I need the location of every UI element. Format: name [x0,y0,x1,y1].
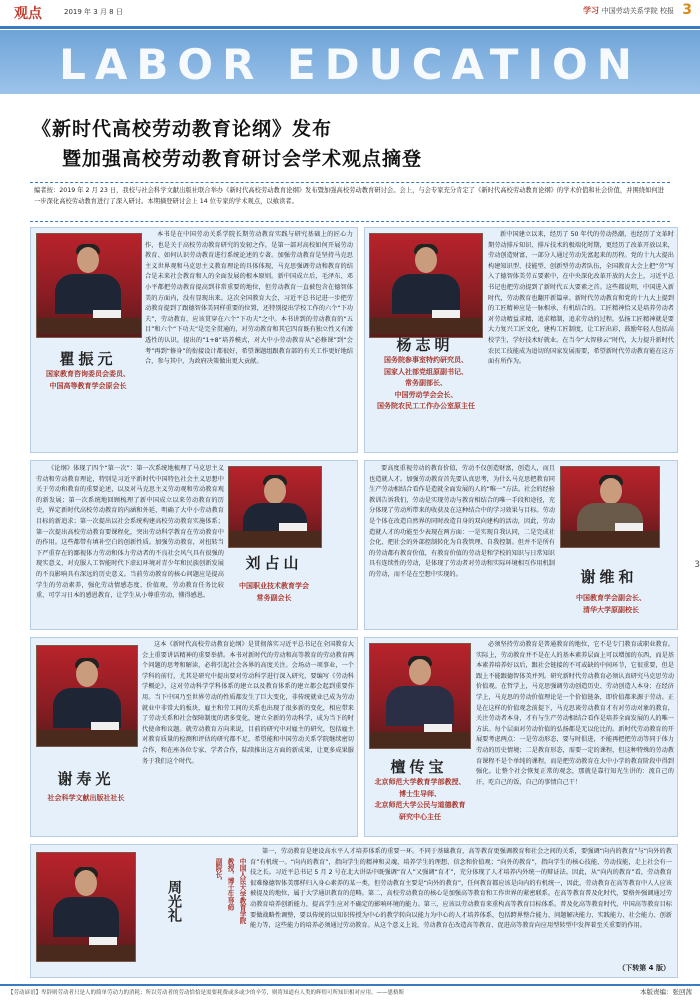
expert-role-liu: 中国职业技术教育学会 常务副会长 [239,581,309,602]
expert-name-qu: 瞿振元 [59,350,117,368]
section-title: 观点 [14,6,42,22]
logo-subtitle: 中国劳动关系学院 校报 [601,7,674,15]
expert-text-xie-shouguang: 这本《新时代高校劳动教育论纲》是贯彻落实习近平总书记在全国教育大会上重要讲话精神的重要举措。本书对新时代的劳动和高等教育的劳动教育两个问题的思考和解读，必将引起社会各界的高度关注。会场动一项事业，一个学科的前行，尤其是研究中提出要对劳动科学进行深入研究，要编写《劳动科学概论》，这对劳动科学学科体系的建立以及教育体系的建立都会起到重要作用。当下中国乃至世界劳动的性质都发生了巨大变化，非传统就业已成为劳动就业中非常大的板块，雇主和劳工间的关系也出现了很多新的变化，相应带来了劳动关系和社会保障制度的诸多变化，建立全新的劳动科学，成为当下的时代使命和议题。就劳动教育方向来说，目前的研究中对雇主的研究，包括雇主对教育质量的检测和评估的研究都不足，希望能和中国劳动关系学院继续密切合作，和在座各位专家、学者合作，陆续推出这方面的新成果，让更多成果服务于我们这个时代。 [142,641,354,765]
page-number: 3 [682,2,692,18]
expert-photo-xie-weihe [560,466,660,548]
editor-note: 编者按：2019 年 2 月 23 日，我校与社会科学文献出版社联合举办《新时代高校劳动教育论纲》发布暨加强高校劳动教育研讨会。会上，与会专家充分肯定了《新时代高校劳动教育论纲》的学术价值和社会价值，并围绕如何进一步深化高校劳动教育进行了深入研讨。本期摘登研讨会上 14 位专家的学术观点，以飨读者。 [30,182,670,222]
expert-role-xie-weihe: 中国教育学会副会长、 清华大学原副校长 [576,593,646,614]
expert-photo-zhou [36,852,136,962]
expert-photo-tan [369,643,471,749]
expert-name-liu: 刘占山 [245,554,303,572]
expert-text-tan: 必须坚持劳动教育是普通教育的地位，它不是专门教育或职业教育。实际上，劳动教育并不是在人的基本素养层面上可以增加的东西，而是基本素养培养好以后，跟社会链接的不可或缺的中间环节，它很重要，但是跟上不能跟德智体美并列。研究新时代劳动教育必须认真研究马克思劳动价值观。在哲学上，马克思强调劳动创造历史、劳动创造人本身；在经济学上，马克思的劳动价值理论是一个价值链条，即价值都来源于劳动。正是在这样的价值观念前提下，马克思谈劳动教育才有对劳动对象的教育，关注劳动者本身，才有与生产劳动相结合看作是培养全面发展的人的唯一方法。每个层面对劳动价值的弘扬都是无以伦比的。新时代劳动教育的开展要考虑两点：一是劳动形态，要与时俱进，不能再把把劳动等同于体力劳动的历史情境；二是教育形态，需要一定的课程，但这种特殊的劳动教育课程不是个单纯的课程，而是把劳动教育在大中小学的教育阶段中得到强化。让整个社会恢复正常的观念，那就是靠行知光生讲的：流自己的汗，吃自己的饭，自己的事情自己干！ [476,641,674,786]
expert-role-qu: 国家教育咨询委员会委员、 中国高等教育学会原会长 [46,369,130,390]
continued-note: （下转第 4 版） [618,964,670,972]
expert-role-tan: 北京师范大学教育学部教授、 博士生导师、 北京师范大学公民与道德教育 研究中心主任 [374,777,466,821]
logo-text: 学习 [582,6,599,15]
expert-text-liu: 《论纲》体现了四个“第一次”：第一次系统地梳理了马克思主义劳动和劳动教育理论，特别是习近平新时代中国特色社会主义思想中关于劳动和教育的重要论述，以及对马克思主义劳动观和劳动教育观的新发展；第一次系统地回顾梳理了新中国成立以来劳动教育的历史，界定新时代高校劳动教育的内涵和外延，明确了大中小劳动教育目标的新追求；第一次提出以社会系统构建高校劳动教育实施体系；第一次提出高校劳动教育要课程化，突出劳动科学教育在劳动教育中的作用。这些都带有填补空白的创新性质。加强劳动教育，对扭转当下严重存在的鄙视体力劳动和体力劳动者的不良社会风气具有很强的现实意义，对克服人工智能时代下虚幻环境对青少年和民族创新发展的不良影响具有深远的历史意义。当前劳动教育的核心问题应是提高学生的劳动素养，强化劳动情感态度、价值观，劳动教育任务比较重，可学习日本的感恩教育，让学生从小尊重劳动，懂得感恩。 [36,465,224,600]
issue-date: 2019 年 3 月 8 日 [64,8,123,16]
expert-name-tan: 檀传宝 [390,758,448,776]
headline-line-1: 《新时代高校劳动教育论纲》发布 [32,118,333,140]
side-page-mark: 3 [694,560,700,570]
expert-photo-xie-shouguang [36,645,138,747]
headline-line-2: 暨加强高校劳动教育研讨会学术观点摘登 [62,148,423,170]
footer-editor: 本版责编：张回茜 [640,988,692,996]
expert-name-xie-weihe: 谢维和 [580,568,638,586]
banner-title: LABOR EDUCATION [59,40,641,89]
expert-name-zhou: 周光礼 [166,880,182,922]
expert-photo-liu [228,466,322,548]
footer-proverb: 【劳动谚语】卑辞则劳动者只是人的简单劳动力的消耗；所以劳动者的劳动恰恰是需要耗费或多或少的辛劳，则将知道有人类的辉煌可所知识相对应用。——恩格斯 [8,990,405,996]
expert-role-xie-shouguang: 社会科学文献出版社社长 [47,793,125,802]
expert-role-zhou: 中国人民大学教育学院 教授，博士生导师 副院长， [214,858,246,924]
expert-photo-qu [36,233,142,338]
expert-name-xie-shouguang: 谢寿光 [57,770,115,788]
expert-name-yang: 杨志明 [396,336,454,354]
expert-photo-yang [369,233,483,338]
expert-text-zhou: 第一，劳动教育是建设高水平人才培养体系的重要一环。不同于基础教育，高等教育更强调教育和社会之间的关系，要强调“向内的教育”与“向外的教育”有机统一。“向内的教育”，指向学生的精神和灵魂，培养学生的理想、信念和价值观；“向外的教育”，指向学生的核心技能、劳动技能，走上社会有一技之长。习近平总书记 5 月 2 号在北大讲话中既强调“育人”又强调“育才”，充分体现了人才培养内外统一的辩证法。因此，从“向内的教育”看，劳动教育很难像德智体美那样归入身心素养的某一类，但劳动教育主要是“向外的教育”，任何教育都应该是向内的有机统一，因此，劳动教育在高等教育中人人应该被提及的地位，属于大学通识教育的范畴。第二，高校劳动教育的核心是加强高等教育和工作世界的紧密联系。在高等教育普及化时代，要格外强调通过劳动教育培养创新能力，提高学生应对不确定的影响环境的能力。第三，应该以劳动教育来重构高等教育目标体系。普及化高等教育时代，中国高等教育目标要做战略性调整，要以传统的以知识传授为中心的教学转向以能力为中心的人才培养体系，包括跨界整合能力、问题解决能力、实践能力、社会能力、创新能力等，这些能力的培养必须通过劳动教育。从这个意义上说，劳动教育在改造高等教育、促进高等教育向应用型转型中发挥着至关重要的作用。 [250,848,672,930]
expert-text-yang: 新中国建立以来，经历了 50 年代的劳动热潮，也经历了文革时期劳动排斥知识、排斥技术的极端化时期，更经历了改革开放以来，劳动创造财富，一部分人通过劳动先富起来的历程。党的十九大提出构建知识型、技能型、创新型劳动者队伍，全国教育大会上把“劳”写入了德智体美劳五要素中，在中央深化改革开放的大会上，习近平总书记也把劳动提到了新时代五大要素之首。这些都说明，中国进入新时代，劳动教育也翻开新篇章。新时代劳动教育和党的十九大上提到的工匠精神应是一脉相承，有机结合的。工匠精神恰又是培养劳动者对劳动精益求精，追求精制，追求劳动的过程。弘扬工匠精神就是要大力复兴工匠文化，建构工匠制度，让工匠出彩，鼓励年轻人包括高校学生，学好技术好就业。在当今“大智移云”时代，大力提升新时代农民工技能成为追切的国家发展需要，希望新时代劳动教育能在这方面有所作为。 [488,231,674,366]
expert-role-yang: 国务院参事室特约研究员、 国家人社部党组原副书记、 常务副部长、 中国劳动学会会长、 国务院农民工工作办公室原主任 [377,355,475,410]
expert-text-xie-weihe: 要高度重视劳动的教育价值，劳动不仅创造财富，创造人，而且也造就人才。加强劳动教育首先要认真思考，为什么马克思把教育同生产劳动相结合看作是造就全面发展的人的“唯一”方法。社会的经验教训告诉我们，劳动是实现劳动与教育相结合的唯一手段和途径，充分体现了劳动所带来的收获及在这种结合中的学习效果与目标。劳动是个体在改造自然界的同时改造自身的双向建构的活动，因此，劳动造就人才的功能至少表现在两方面：一是实现自我认同，二是完成社会化、把社会的外部控制转化为自我管理、自我控制。但并不是所有的劳动都有教育价值，有教育价值的劳动是和学校的知识与日常知识具有连续性的劳动，是体现了劳动者对劳动和实际环境相互作用机制的劳动，而不是在空想中实现的。 [369,465,555,578]
expert-text-qu: 本书是在中国劳动关系学院长期劳动教育实践与研究基础上的匠心力作，也是关于高校劳动教育研究的发轫之作，是第一部对高校如何开展劳动教育、如何认识劳动教育进行系统论述的专著。加强劳动教育是坚持马克思主义世界观和马克思主义教育理论的具体体现，马克思强调劳动和教育的结合是未来社会教育和人的全面发展的根本原则。新中国成立后，毛泽东、邓小平都把劳动教育提高到非常重要的地位，但劳动教育一直被包含在德智体美的方面内，没有显现出来。这次全国教育大会，习近平总书记进一步把劳动教育提到了跟德智体美同样重要的位置，还特别提出学校工作的六个“下功夫”，劳动教育，应该贯穿在六个“下功夫”之中。本书讲到的劳动教育的“五目”和六个“下功夫”是完全贯通的，对劳动教育和其它四育既有独立性又有渗透性的认识，提出的“1+8”培养模式，对大中小劳动教育从“必修课”到“会考”再到“修身”的衔接设计都很好，希望课题组跟教育部的有关工作更好地结合，参与其中，为政府决策做出更大贡献。 [145,231,353,366]
newspaper-logo [583,5,674,16]
